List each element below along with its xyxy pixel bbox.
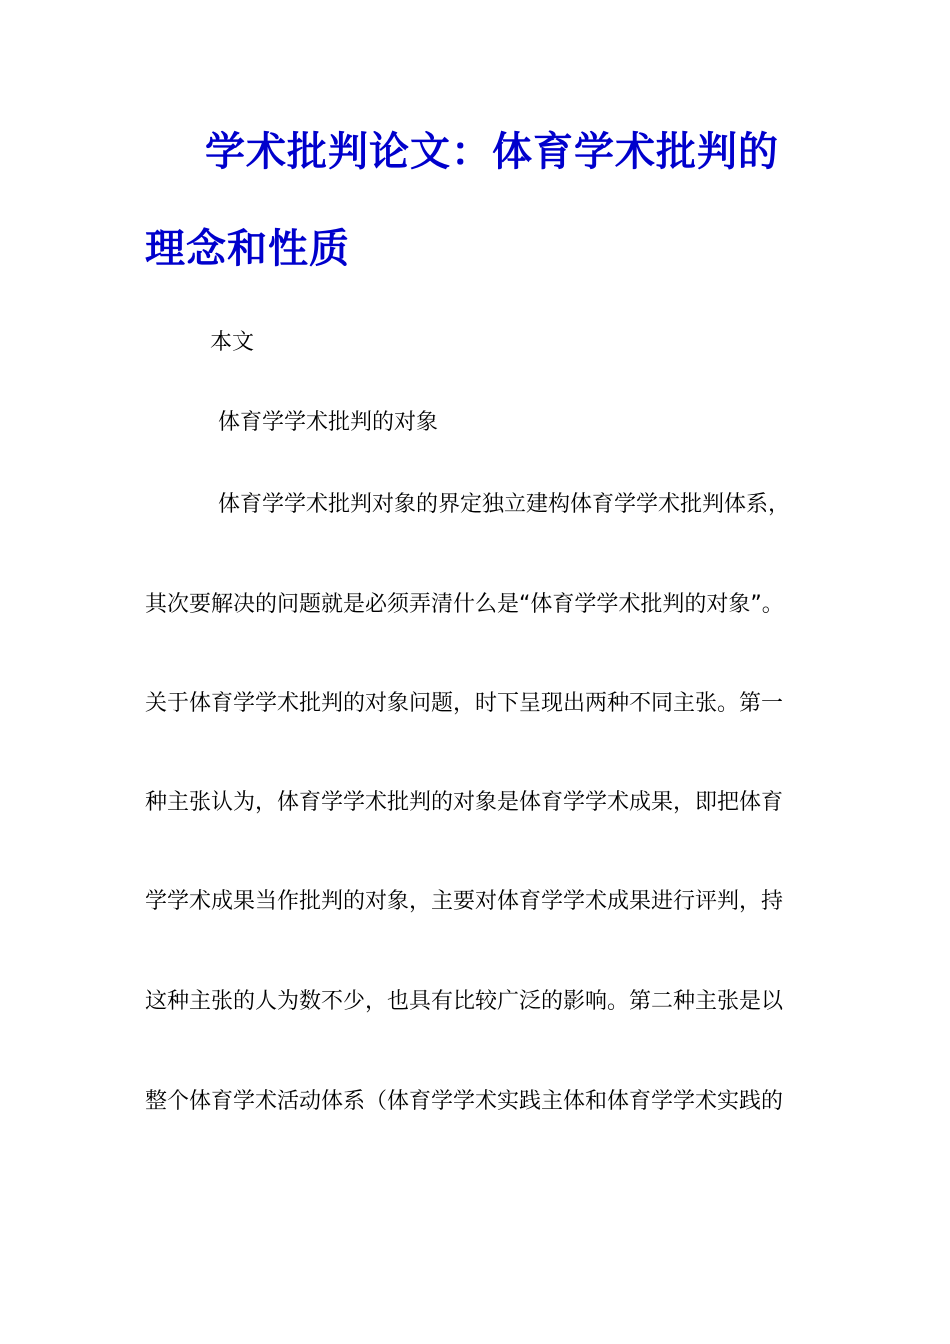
body-line: 关于体育学学术批判的对象问题，时下呈现出两种不同主张。第一	[145, 691, 784, 716]
section-heading: 体育学学术批判的对象	[218, 410, 439, 435]
body-line: 种主张认为，体育学学术批判的对象是体育学学术成果，即把体育	[145, 790, 784, 815]
body-line: 这种主张的人为数不少，也具有比较广泛的影响。第二种主张是以	[145, 989, 784, 1014]
body-line: 其次要解决的问题就是必须弄清什么是“体育学学术批判的对象”。	[145, 592, 784, 617]
body-line: 学学术成果当作批判的对象，主要对体育学学术成果进行评判，持	[145, 889, 784, 914]
document-title-line-1: 学术批判论文：体育学术批判的	[205, 129, 779, 175]
body-line: 体育学学术批判对象的界定独立建构体育学学术批判体系，	[218, 492, 791, 517]
document-title-line-2: 理念和性质	[145, 226, 350, 272]
author-line: 本文	[210, 330, 255, 355]
body-line: 整个体育学术活动体系（体育学学术实践主体和体育学学术实践的	[145, 1089, 784, 1114]
